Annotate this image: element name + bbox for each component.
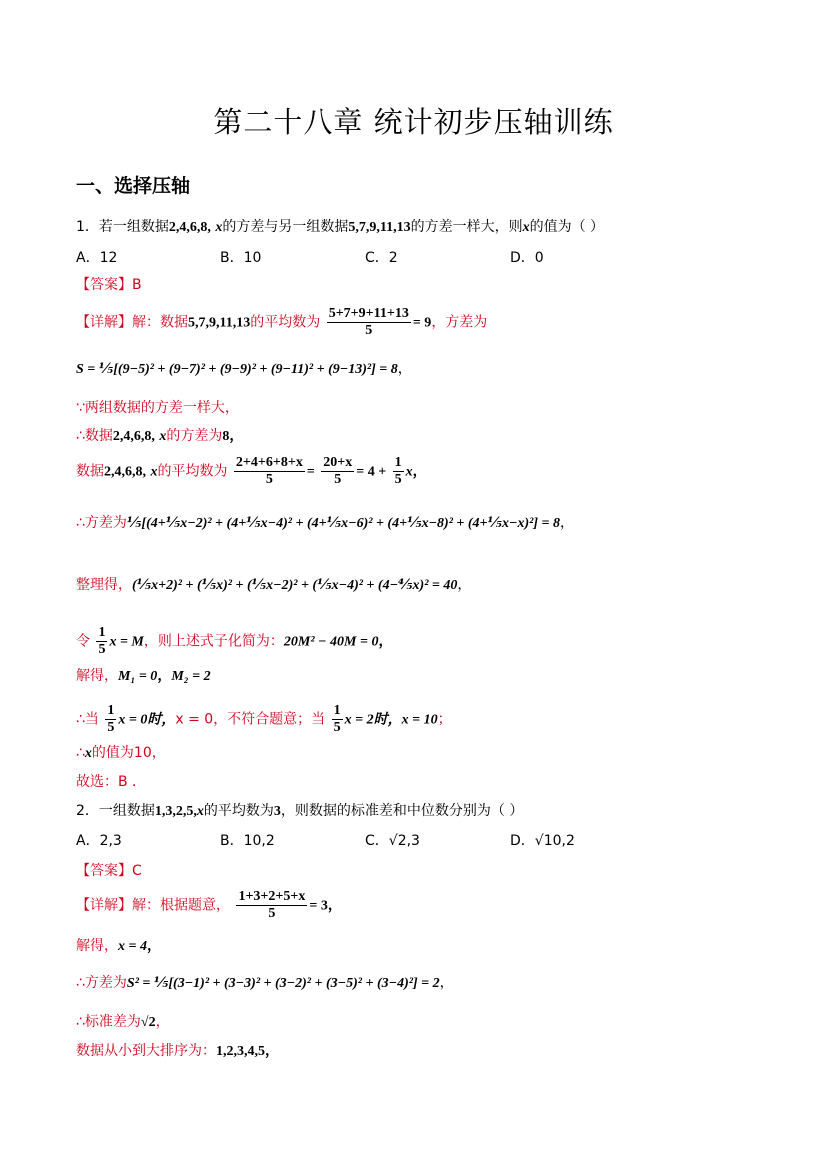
q1-detail-12: 故选：B ． <box>76 774 147 790</box>
q2-option-c: C．√2,3 <box>365 833 420 849</box>
page-title: 第二十八章 统计初步压轴训练 <box>213 105 614 139</box>
section-heading: 一、选择压轴 <box>76 175 191 197</box>
q2-detail-3: ∴方差为S² = ⅕[(3−1)² + (3−3)² + (3−2)² + (3−5)² + (3−4)²] = 2， <box>76 975 454 991</box>
q1-stem: 1．若一组数据2,4,6,8, x的方差与另一组数据5,7,9,11,13的方差一样大，则x的值为（ ） <box>76 219 605 235</box>
q2-stem: 2．一组数据1,3,2,5,x的平均数为3，则数据的标准差和中位数分别为（ ） <box>76 803 524 819</box>
q1-detail-5: 数据2,4,6,8, x的平均数为 $\frac{2+4+6+8+x}{5}$ = $\frac{20+x}{5}$ = 4 + $\frac{1}{5}$ x， <box>76 455 427 487</box>
fraction: $\frac{1}{5}$ <box>333 703 341 735</box>
fraction: $\frac{2+4+6+8+x}{5}$ <box>235 455 303 487</box>
q2-detail-2: 解得，x = 4， <box>76 938 161 954</box>
q2-detail-1: 【详解】解：根据题意， $\frac{1+3+2+5+x}{5}$ = 3， <box>76 889 342 921</box>
q1-detail-4: ∴数据2,4,6,8, x的方差为8， <box>76 428 244 444</box>
fraction: $\frac{1}{5}$ <box>98 625 106 657</box>
q2-option-d: D．√10,2 <box>510 833 575 849</box>
q2-option-b: B．10,2 <box>220 833 275 849</box>
q1-detail-3: ∵两组数据的方差一样大， <box>76 400 239 416</box>
q2-option-a: A．2,3 <box>76 833 122 849</box>
q1-answer: 【答案】B <box>76 277 142 293</box>
fraction: $\frac{1}{5}$ <box>107 703 115 735</box>
q1-detail-11: ∴x的值为10， <box>76 745 166 761</box>
q1-detail-8: 令 $\frac{1}{5}$ x = M，则上述式子化简为：20M² − 40M = 0， <box>76 625 393 657</box>
q1-detail-6: ∴方差为⅕[(4+⅕x−2)² + (4+⅕x−4)² + (4+⅕x−6)² + (4+⅕x−8)² + (4+⅕x−x)²] = 8， <box>76 515 574 531</box>
q2-answer: 【答案】C <box>76 863 142 879</box>
q1-detail-9: 解得，M₁ = 0，M₂ = 2 <box>76 668 211 684</box>
q1-option-d: D．0 <box>510 250 544 266</box>
fraction: $\frac{1+3+2+5+x}{5}$ <box>238 889 306 921</box>
fraction: $\frac{1}{5}$ <box>394 455 402 487</box>
q1-option-c: C．2 <box>365 250 398 266</box>
fraction: $\frac{20+x}{5}$ <box>323 455 353 487</box>
q1-option-a: A．12 <box>76 250 118 266</box>
q1-detail-1: 【详解】解：数据5,7,9,11,13的平均数为 $\frac{5+7+9+11+13}{5}$ = 9，方差为 <box>76 306 488 338</box>
q1-option-b: B．10 <box>220 250 262 266</box>
fraction: $\frac{5+7+9+11+13}{5}$ <box>328 306 409 338</box>
q1-detail-2: S = ⅕[(9−5)² + (9−7)² + (9−9)² + (9−11)² + (9−13)²] = 8， <box>76 361 412 377</box>
q1-detail-7: 整理得，(⅕x+2)² + (⅕x)² + (⅕x−2)² + (⅕x−4)² + (4−⅘x)² = 40， <box>76 577 472 593</box>
q2-detail-4: ∴标准差为√2， <box>76 1014 170 1030</box>
q2-detail-5: 数据从小到大排序为：1,2,3,4,5， <box>76 1043 279 1059</box>
q1-detail-10: ∴当 $\frac{1}{5}$ x = 0时，x = 0，不符合题意；当 $\frac{1}{5}$ x = 2时，x = 10； <box>76 703 452 735</box>
